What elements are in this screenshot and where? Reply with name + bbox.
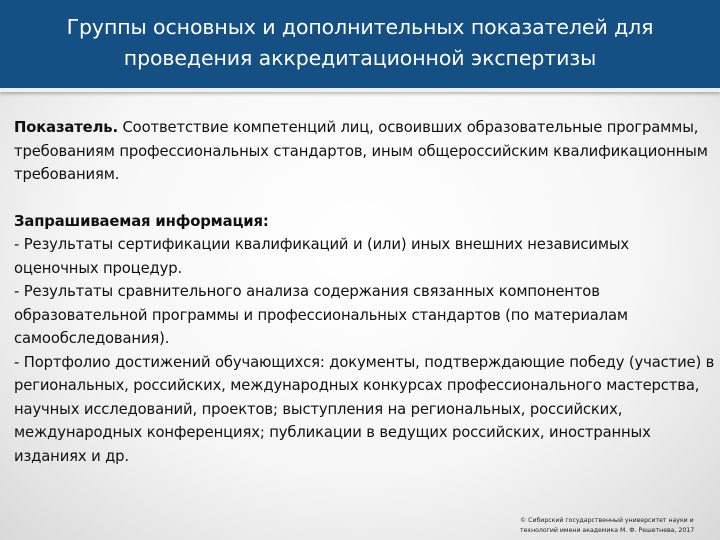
requested-info-item: - Портфолио достижений обучающихся: документы, подтверждающие победу (участие) в региональных, российских, международных конкурсах профессионального мастерства, научных исследований, проектов; выступления на региональных, российских, международных конференциях; публикации в ведущих российских, иностранных изданиях и др. <box>14 353 715 465</box>
indicator-label: Показатель. <box>14 119 118 136</box>
indicator-paragraph <box>14 116 716 187</box>
requested-info-item: - Результаты сертификации квалификаций и (или) иных внешних независимых оценочных процедур. <box>14 236 630 277</box>
slide-title: Группы основных и дополнительных показателей для проведения аккредитационной экспертизы <box>66 15 654 70</box>
paragraph-spacer <box>14 187 716 210</box>
copyright-notice: © Сибирский государственный университет науки и технологий имени академика М. Ф. Решетнева, 2017 <box>520 517 695 534</box>
requested-info-section <box>14 210 716 469</box>
requested-info-list <box>14 233 716 468</box>
requested-info-item: - Результаты сравнительного анализа содержания связанных компонентов образовательной программы и профессиональных стандартов (по материалам самообследования). <box>14 283 628 347</box>
title-bar <box>0 0 720 92</box>
indicator-text: Соответствие компетенций лиц, освоивших образовательные программы, требованиям профессиональных стандартов, иным общероссийским квалификационным требованиям. <box>14 119 708 183</box>
slide-content <box>14 116 716 468</box>
requested-info-label: Запрашиваемая информация: <box>14 212 269 230</box>
